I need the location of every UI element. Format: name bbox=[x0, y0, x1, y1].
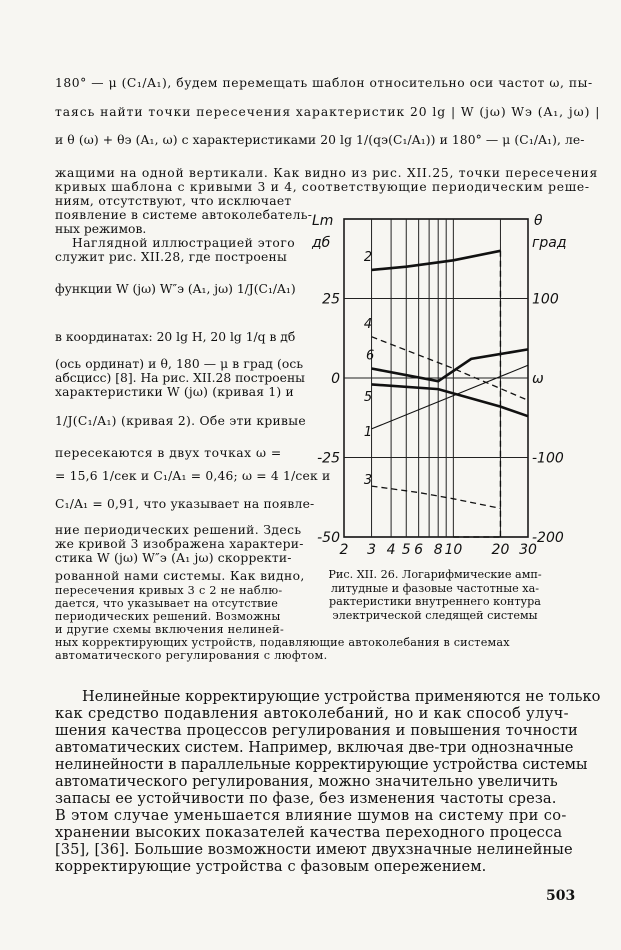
right-tick-label: 100 bbox=[532, 291, 559, 308]
text-line: 180° — μ (C₁/A₁), будем перемещать шаблон относительно оси частот ω, пы- bbox=[55, 76, 593, 90]
text-line: 1/J(C₁/A₁) (кривая 2). Обе эти кривые bbox=[55, 414, 306, 428]
text-line: [35], [36]. Большие возможности имеют двухзначные нелинейные bbox=[55, 841, 573, 858]
text-line: абсцисс) [8]. На рис. XII.28 построены bbox=[55, 371, 305, 385]
text-line: C₁/A₁ = 0,91, что указывает на появле- bbox=[55, 497, 315, 511]
left-tick-label: 0 bbox=[331, 371, 340, 387]
text-line: таясь найти точки пересечения характеристик 20 lg | W (jω) Wэ (A₁, jω) | bbox=[55, 105, 601, 119]
x-tick-label: 10 bbox=[444, 542, 463, 558]
text-line: запасы ее устойчивости по фазе, без изменения частоты среза. bbox=[55, 790, 557, 807]
x-tick-label: 4 bbox=[386, 542, 396, 558]
text-line: как средство подавления автоколебаний, но и как способ улуч- bbox=[55, 705, 569, 722]
text-line: же кривой 3 изображена характери- bbox=[55, 537, 304, 551]
text-line: жащими на одной вертикали. Как видно из рис. XII.25, точки пересечения bbox=[55, 166, 599, 180]
text-line: автоматических систем. Например, включая две-три однозначные bbox=[55, 739, 574, 756]
text-line: нелинейности в параллельные корректирующие устройства системы bbox=[55, 756, 588, 773]
text-line: функции W (jω) W″э (A₁, jω) 1/J(C₁/A₁) bbox=[55, 282, 296, 296]
series-label-3: 3 bbox=[363, 472, 373, 488]
left-axis-unit: дб bbox=[312, 235, 331, 251]
x-tick-label: 5 bbox=[401, 542, 411, 558]
figure-caption bbox=[300, 568, 570, 622]
text-line: служит рис. XII.28, где построены bbox=[55, 250, 288, 264]
series-label-5: 5 bbox=[363, 390, 373, 406]
text-line: ние периодических решений. Здесь bbox=[55, 523, 302, 537]
series-label-2: 2 bbox=[363, 250, 373, 266]
text-line: корректирующие устройства с фазовым опережением. bbox=[55, 858, 487, 875]
text-line: автоматического регулирования, можно значительно увеличить bbox=[55, 773, 558, 790]
text-line: периодических решений. Возможны bbox=[55, 610, 281, 623]
text-line: Наглядной иллюстрацией этого bbox=[72, 236, 296, 250]
left-tick-label: -50 bbox=[317, 530, 340, 546]
series-curve-6 bbox=[372, 349, 529, 381]
left-tick-label: -25 bbox=[317, 450, 340, 467]
x-tick-label: 20 bbox=[491, 542, 510, 558]
x-tick-label: 8 bbox=[433, 542, 443, 558]
text-line: ниям, отсутствуют, что исключает bbox=[55, 194, 292, 208]
page-number: 503 bbox=[546, 888, 576, 904]
text-line: (ось ординат) и θ, 180 — μ в град (ось bbox=[55, 357, 304, 371]
text-line: характеристики W (jω) (кривая 1) и bbox=[55, 385, 294, 399]
series-label-4: 4 bbox=[363, 316, 373, 332]
text-line: хранении высоких показателей качества переходного процесса bbox=[55, 824, 563, 841]
text-line: появление в системе автоколебатель- bbox=[55, 208, 313, 222]
text-line: шения качества процессов регулирования и повышения точности bbox=[55, 722, 578, 739]
left-axis-title: Lm bbox=[312, 213, 334, 229]
series-label-1: 1 bbox=[363, 425, 373, 441]
text-line: ных корректирующих устройств, подавляющие автоколебания в системах bbox=[55, 636, 510, 649]
text-line: в координатах: 20 lg H, 20 lg 1/q в дб bbox=[55, 330, 296, 344]
text-line: пересечения кривых 3 с 2 не наблю- bbox=[55, 584, 283, 597]
series-curve-5 bbox=[372, 384, 529, 416]
caption-line: электрической следящей системы bbox=[332, 608, 538, 622]
text-line: В этом случае уменьшается влияние шумов на систему при со- bbox=[55, 807, 567, 824]
text-line: дается, что указывает на отсутствие bbox=[55, 597, 278, 610]
text-line: стика W (jω) W″э (A₁ jω) скорректи- bbox=[55, 551, 292, 565]
text-line: пересекаются в двух точках ω = bbox=[55, 446, 282, 460]
right-axis-title: θ bbox=[534, 213, 543, 229]
text-line: = 15,6 1/сек и C₁/A₁ = 0,46; ω = 4 1/сек и bbox=[55, 469, 331, 483]
text-line: и θ (ω) + θэ (A₁, ω) с характеристиками 20 lg 1/(qэ(C₁/A₁)) и 180° — μ (C₁/A₁), ле- bbox=[55, 133, 585, 147]
x-tick-label: 30 bbox=[519, 542, 537, 558]
text-line: рованной нами системы. Как видно, bbox=[55, 569, 305, 583]
caption-line: рактеристики внутреннего контура bbox=[329, 595, 541, 608]
text-line: ных режимов. bbox=[55, 222, 147, 236]
series-group bbox=[372, 251, 529, 537]
x-tick-label: 6 bbox=[414, 542, 424, 558]
x-tick-label: 2 bbox=[339, 542, 349, 558]
text-line: и другие схемы включения нелиней- bbox=[55, 623, 285, 636]
caption-line: Рис. XII. 26. Логарифмические амп- bbox=[328, 568, 542, 581]
figure-chart bbox=[300, 203, 567, 558]
text-line: Нелинейные корректирующие устройства применяются не только bbox=[82, 688, 601, 705]
right-axis-unit: град bbox=[532, 235, 567, 251]
text-line: кривых шаблона с кривыми 3 и 4, соответствующие периодическим реше- bbox=[55, 180, 590, 194]
right-tick-label: ω bbox=[532, 371, 544, 387]
left-tick-label: 25 bbox=[322, 291, 340, 308]
x-tick-label: 3 bbox=[367, 542, 377, 558]
text-line: автоматического регулирования с люфтом. bbox=[55, 649, 328, 662]
series-label-6: 6 bbox=[366, 348, 375, 364]
right-tick-label: -200 bbox=[532, 530, 564, 546]
caption-line: литудные и фазовые частотные ха- bbox=[330, 581, 540, 595]
right-tick-label: -100 bbox=[532, 450, 564, 467]
series-curve-4 bbox=[372, 337, 529, 401]
